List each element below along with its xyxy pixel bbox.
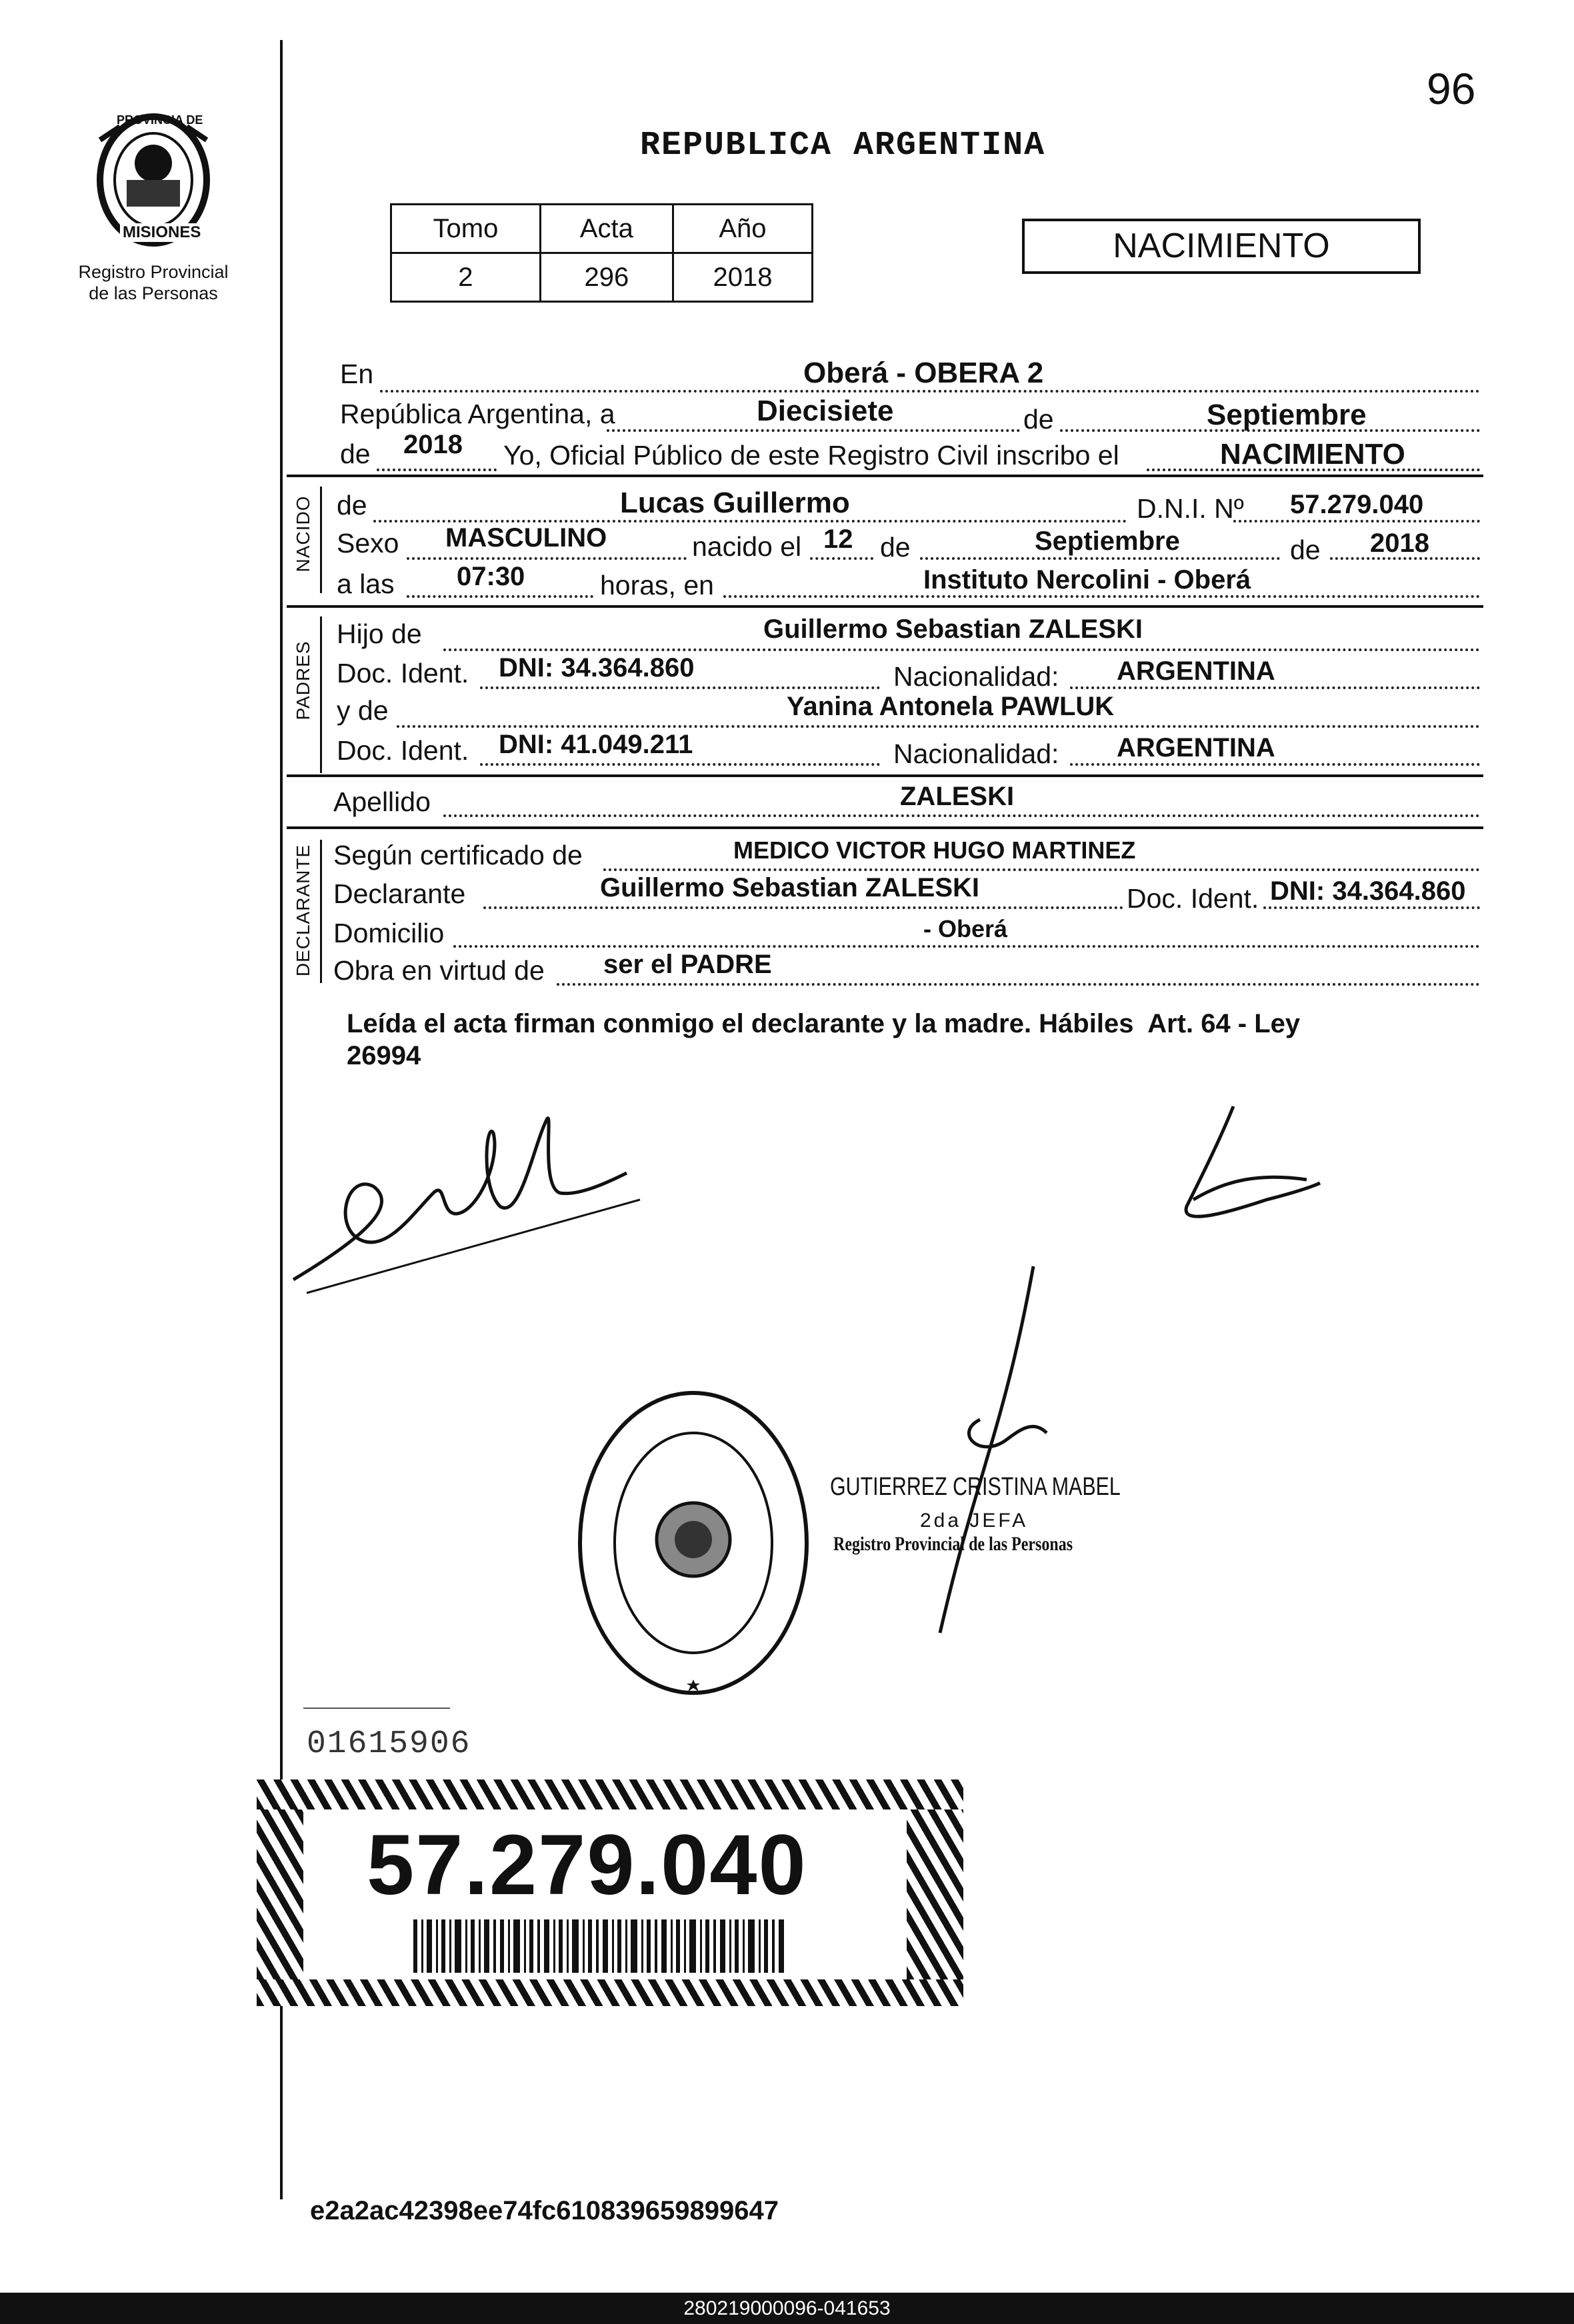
label-pattern-bottom [257, 1979, 963, 2006]
month-value: Septiembre [1207, 399, 1367, 431]
registry-name-line1: Registro Provincial [78, 262, 229, 282]
birth-day-line [810, 557, 873, 560]
father-nationality-label: Nacionalidad: [893, 661, 1059, 692]
inscribe-value: NACIMIENTO [1220, 438, 1405, 471]
birth-place: Instituto Nercolini - Oberá [923, 565, 1251, 594]
registry-stamp [567, 1383, 820, 1703]
official-title: 2da JEFA [920, 1510, 1029, 1532]
segun-label: Según certificado de [333, 840, 583, 870]
padres-side-bar [320, 616, 322, 773]
mother-nationality-line [1070, 763, 1480, 766]
declarante-side-label: DECLARANTE [293, 844, 313, 977]
birth-place-line [723, 595, 1480, 598]
father-doc-label: Doc. Ident. [337, 658, 469, 688]
apellido-label: Apellido [333, 786, 431, 817]
mother-nationality: ARGENTINA [1117, 733, 1275, 762]
declarante-label: Declarante [333, 878, 466, 909]
mother-doc-line [480, 763, 880, 766]
certificate-line [603, 868, 1480, 871]
day-words: Diecisiete [757, 395, 894, 427]
mother-line [397, 725, 1480, 728]
surname-line [443, 814, 1480, 817]
de3-label: de [337, 490, 367, 521]
father-nationality: ARGENTINA [1117, 656, 1275, 686]
declarant-name: Guillermo Sebastian ZALESKI [600, 873, 980, 902]
label-pattern-left [257, 1809, 303, 1979]
hijo-de-label: Hijo de [337, 618, 422, 649]
registry-name-line2: de las Personas [89, 283, 218, 303]
father-line [443, 648, 1480, 651]
record-type-box: NACIMIENTO [1022, 219, 1421, 274]
seal-text-bottom: MISIONES [120, 223, 203, 242]
obra-value: ser el PADRE [603, 950, 772, 979]
birth-year: 2018 [1370, 529, 1429, 558]
birth-month-line [920, 557, 1280, 560]
child-name: Lucas Guillermo [620, 487, 850, 519]
record-table [390, 203, 813, 303]
de-label: de [1023, 404, 1054, 435]
de5-label: de [1290, 535, 1321, 565]
republica-label: República Argentina, a [340, 399, 615, 429]
nacido-el-label: nacido el [692, 531, 802, 562]
declarant-signature [280, 1106, 653, 1306]
domicilio-line [453, 945, 1480, 948]
closing-text-line2: 26994 [347, 1041, 421, 1070]
section-divider-4 [287, 826, 1483, 829]
year-value: 2018 [403, 430, 463, 459]
seal-text-top: PROVINCIA DE [117, 113, 203, 127]
mother-doc: DNI: 41.049.211 [499, 730, 693, 759]
closing-text-line1: Leída el acta firman conmigo el declarante y la madre. Hábiles Art. 64 - Ley [347, 1009, 1301, 1038]
obra-label: Obra en virtud de [333, 955, 545, 986]
table-header-tomo: Tomo [391, 205, 541, 253]
table-header-anio: Año [673, 205, 812, 253]
domicilio-value: - Oberá [923, 915, 1008, 942]
page-title: REPUBLICA ARGENTINA [640, 127, 1046, 165]
barcode-icon [413, 1919, 787, 1973]
y-de-label: y de [337, 695, 389, 726]
table-header-acta: Acta [540, 205, 673, 253]
declarant-line [483, 906, 1123, 909]
label-pattern-right [907, 1809, 963, 1979]
mother-nationality-label: Nacionalidad: [893, 738, 1059, 769]
mother-name: Yanina Antonela PAWLUK [787, 692, 1115, 721]
declarant-doc: DNI: 34.364.860 [1270, 876, 1466, 906]
dni-line [1233, 520, 1480, 523]
oficial-text: Yo, Oficial Público de este Registro Civil inscribo el [503, 440, 1119, 471]
registry-name [40, 261, 267, 304]
label-dni-number: 57.279.040 [367, 1817, 807, 1913]
en-label: En [340, 359, 374, 389]
surname: ZALESKI [900, 782, 1015, 811]
a-las-label: a las [337, 569, 395, 599]
nacido-side-label: NACIDO [293, 495, 313, 573]
name-line [373, 520, 1127, 523]
nacido-side-bar [320, 487, 322, 593]
declarant-doc-label: Doc. Ident. [1127, 883, 1259, 914]
birth-time: 07:30 [457, 562, 525, 591]
de4-label: de [880, 532, 911, 563]
father-doc-line [480, 686, 880, 689]
mother-signature [1160, 1100, 1327, 1233]
en-line [380, 390, 1480, 393]
official-name: GUTIERREZ CRISTINA MABEL [830, 1473, 1121, 1501]
padres-side-label: PADRES [293, 640, 313, 720]
table-value-anio: 2018 [673, 253, 812, 302]
father-nationality-line [1070, 686, 1480, 689]
declarante-side-bar [320, 840, 322, 983]
dni-value: 57.279.040 [1290, 490, 1424, 519]
table-value-tomo: 2 [391, 253, 541, 302]
sexo-label: Sexo [337, 528, 399, 559]
domicilio-label: Domicilio [333, 918, 445, 948]
father-name: Guillermo Sebastian ZALESKI [763, 614, 1143, 644]
bottom-code-bar [0, 2293, 1574, 2324]
bottom-code: 280219000096-041653 [683, 2297, 891, 2319]
mother-doc-label: Doc. Ident. [337, 735, 469, 766]
closing-text [347, 1008, 1480, 1072]
birth-month: Septiembre [1035, 527, 1180, 556]
declarant-doc-line [1263, 906, 1480, 909]
province-seal [80, 100, 227, 253]
birth-day: 12 [823, 525, 853, 554]
year-line [377, 469, 497, 471]
label-pattern-top [257, 1779, 963, 1809]
day-line [607, 429, 1020, 432]
serial-separator [303, 1708, 450, 1709]
section-divider-1 [287, 475, 1483, 477]
de2-label: de [340, 439, 371, 469]
dni-label: D.N.I. Nº [1137, 493, 1244, 524]
en-value: Oberá - OBERA 2 [803, 357, 1044, 389]
serial-number: 01615906 [307, 1726, 471, 1762]
certificate-by: MEDICO VICTOR HUGO MARTINEZ [733, 836, 1136, 864]
father-doc: DNI: 34.364.860 [499, 653, 695, 682]
section-divider-2 [287, 605, 1483, 608]
page-number: 96 [1427, 64, 1476, 113]
sexo-line [407, 557, 687, 560]
horas-en-label: horas, en [600, 570, 714, 600]
time-line [407, 595, 593, 598]
official-registry: Registro Provincial de las Personas [833, 1533, 1073, 1555]
table-value-acta: 296 [540, 253, 673, 302]
document-hash: e2a2ac42398ee74fc610839659899647 [310, 2196, 779, 2225]
obra-line [557, 983, 1480, 986]
official-signature [900, 1260, 1073, 1646]
section-divider-3 [287, 774, 1483, 777]
sexo-value: MASCULINO [445, 523, 607, 553]
